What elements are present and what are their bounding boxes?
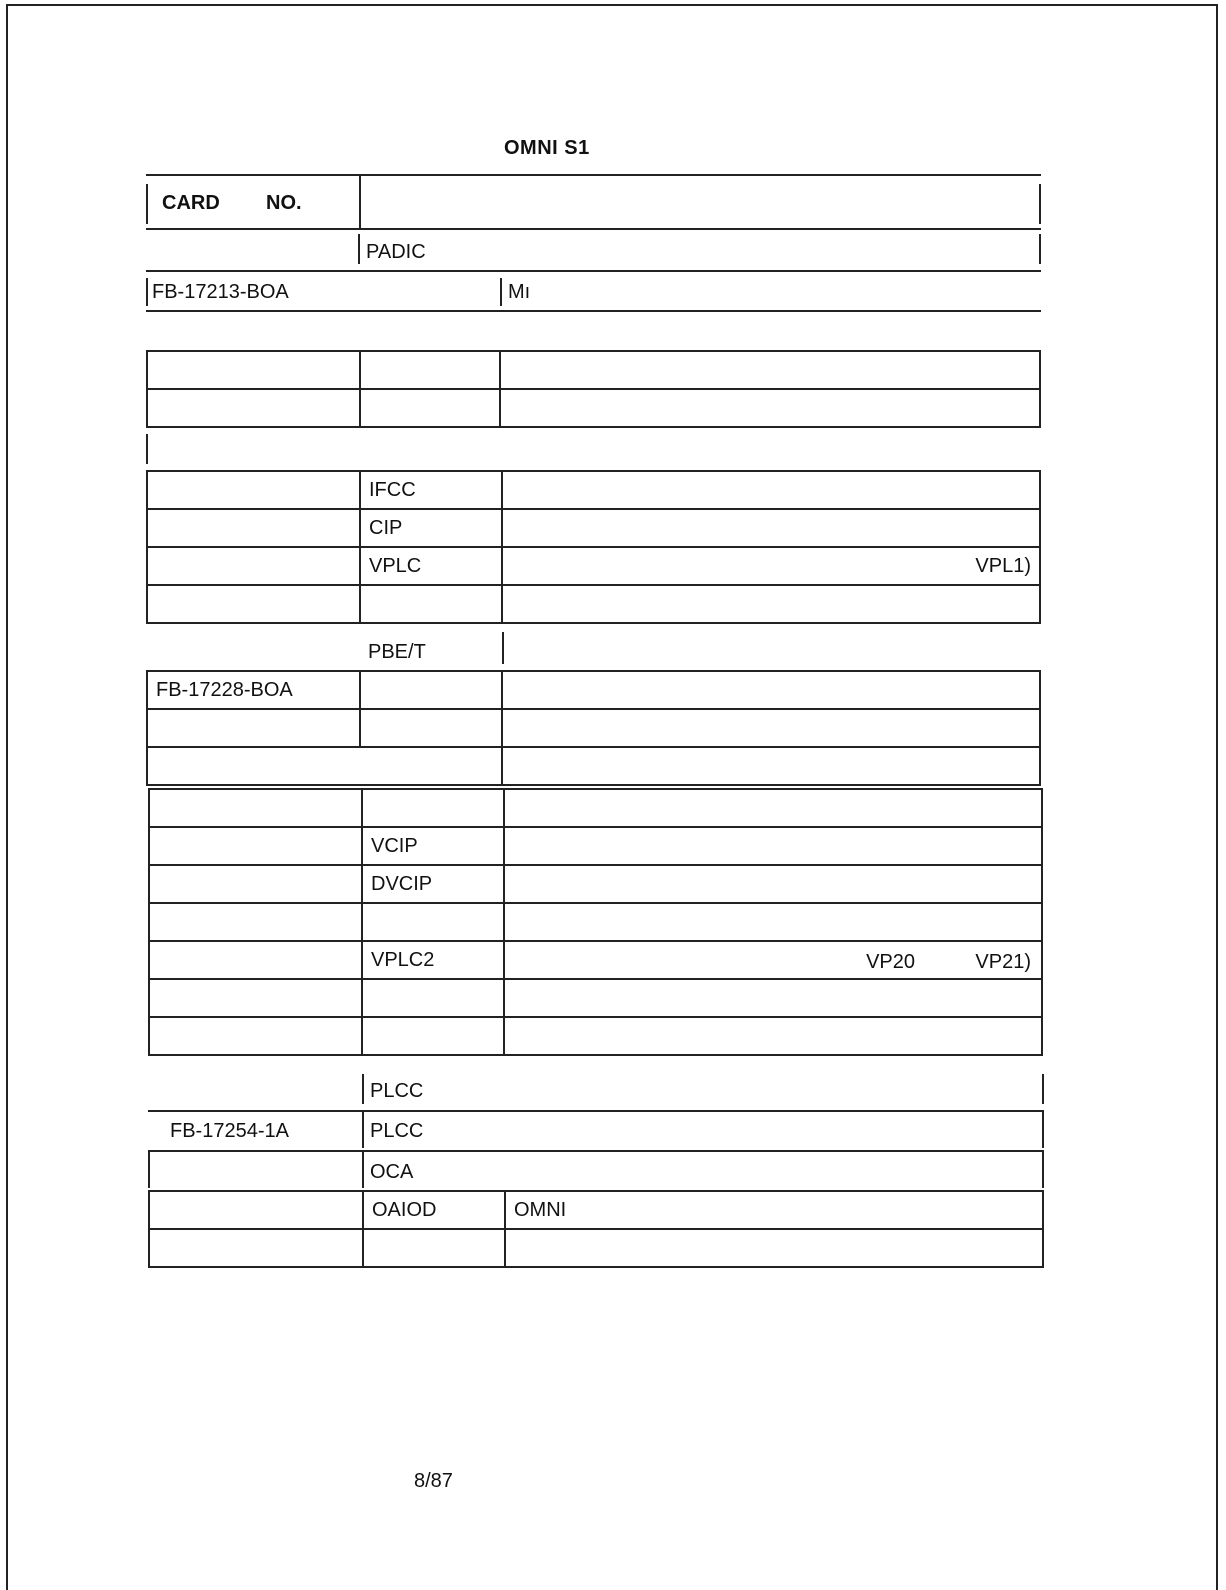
page-title: OMNI S1 xyxy=(504,137,590,159)
omni-description: OMNI xyxy=(505,1191,1043,1229)
card-table-5 xyxy=(148,1190,1044,1268)
table-row xyxy=(147,351,1040,389)
padic-left-rule xyxy=(358,234,360,264)
table-row xyxy=(147,709,1040,747)
oca-code: OCA xyxy=(370,1161,414,1183)
plcc2-bottom-line xyxy=(148,1150,1044,1152)
card-no-fb-17213: FB-17213-BOA xyxy=(152,281,289,303)
padic-code: PADIC xyxy=(366,241,426,263)
table-row xyxy=(149,827,1042,865)
oca-rule xyxy=(362,1152,364,1188)
plcc1-rule xyxy=(362,1074,364,1104)
vp21-note: VP21) xyxy=(975,951,1031,973)
header-divider xyxy=(359,176,361,228)
pbet-code: PBE/T xyxy=(368,641,426,663)
card-table-4 xyxy=(148,788,1043,1056)
header-right-rule xyxy=(1039,184,1041,224)
table-row xyxy=(149,865,1042,903)
oaiod-code: OAIOD xyxy=(363,1191,505,1229)
table-row xyxy=(147,547,1040,585)
cip-code: CIP xyxy=(360,509,502,547)
fb17213-bottom-line xyxy=(146,310,1041,312)
pbet-rule xyxy=(502,632,504,664)
no-header-label: NO. xyxy=(266,192,302,214)
vplc-code: VPLC xyxy=(360,547,502,585)
fb17213-mid-rule xyxy=(500,278,502,306)
table-row xyxy=(149,1191,1043,1229)
padic-bottom-line xyxy=(146,270,1041,272)
oca-right-rule xyxy=(1042,1152,1044,1188)
description-fragment: Mı xyxy=(508,281,531,303)
card-table-1 xyxy=(146,350,1041,428)
table-row xyxy=(147,747,1040,785)
page-footer-date: 8/87 xyxy=(414,1470,453,1492)
dvcip-code: DVCIP xyxy=(362,865,504,903)
fb17213-left-rule xyxy=(146,278,148,306)
table-row xyxy=(149,1229,1043,1267)
card-header-label: CARD xyxy=(162,192,220,214)
card-no-fb-17228: FB-17228-BOA xyxy=(147,671,360,709)
plcc-code-1: PLCC xyxy=(370,1080,424,1102)
table-row xyxy=(149,1017,1042,1055)
table-header xyxy=(146,174,1041,230)
plcc1-right-rule xyxy=(1042,1074,1044,1104)
table-row xyxy=(149,789,1042,827)
table-row xyxy=(147,471,1040,509)
table-row xyxy=(147,509,1040,547)
padic-right-rule xyxy=(1039,234,1041,264)
header-left-rule xyxy=(146,184,148,224)
table-row xyxy=(147,389,1040,427)
table-row xyxy=(149,979,1042,1017)
vplc2-code: VPLC2 xyxy=(362,941,504,979)
plcc-code-2: PLCC xyxy=(370,1120,424,1142)
ifcc-code: IFCC xyxy=(360,471,502,509)
plcc2-rule xyxy=(362,1112,364,1148)
card-table-2 xyxy=(146,470,1041,624)
oca-left-rule xyxy=(148,1152,150,1188)
table-row xyxy=(147,671,1040,709)
plcc1-bottom-line xyxy=(148,1110,1044,1112)
vp20-note: VP20 xyxy=(866,951,915,973)
plcc2-right-rule xyxy=(1042,1112,1044,1148)
vpl1-note: VPL1) xyxy=(502,547,1040,585)
table-row xyxy=(147,585,1040,623)
table-row xyxy=(149,941,1042,979)
gap-left-rule xyxy=(146,434,148,464)
card-no-fb-17254: FB-17254-1A xyxy=(170,1120,289,1142)
card-table-3 xyxy=(146,670,1041,786)
vcip-code: VCIP xyxy=(362,827,504,865)
table-row xyxy=(149,903,1042,941)
